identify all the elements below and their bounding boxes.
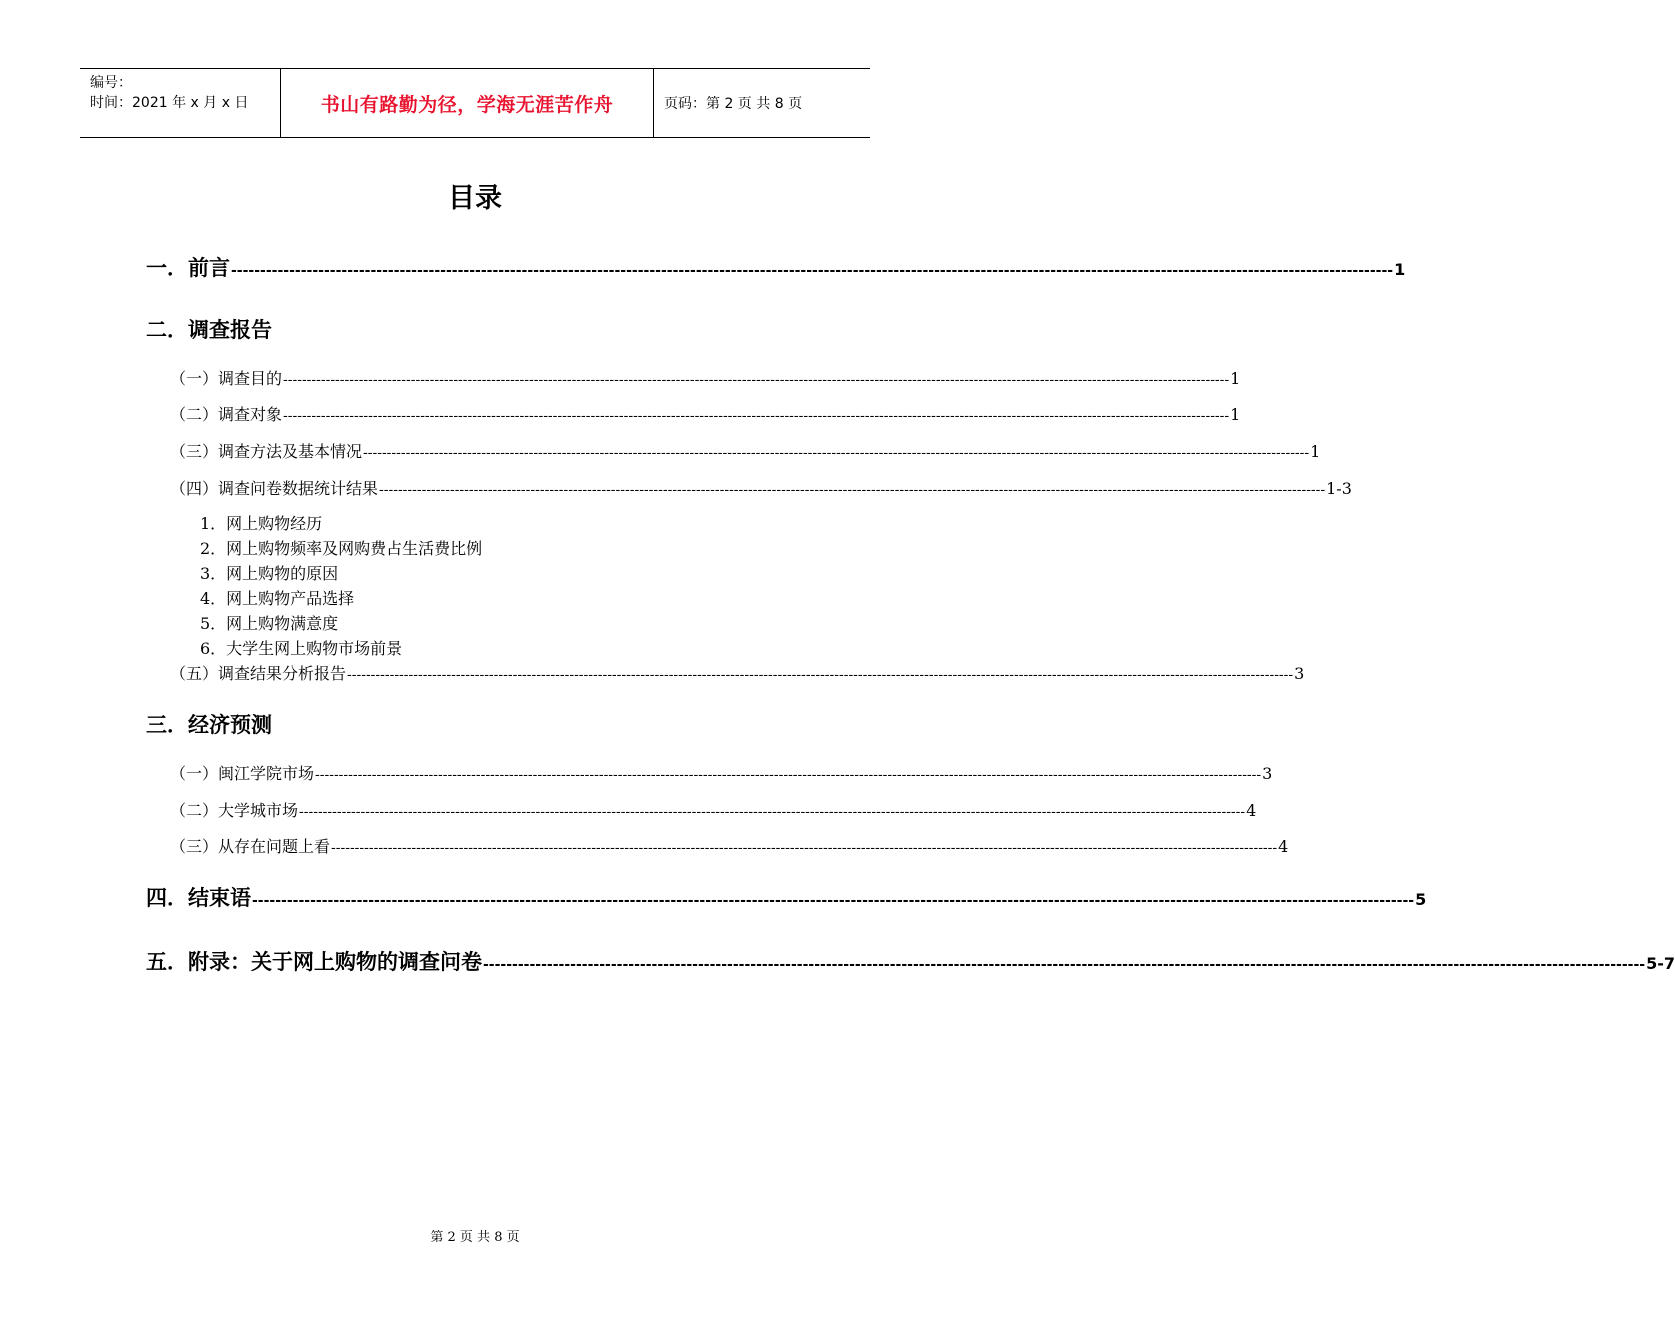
toc-leader: -------------------------------------------------------------------------------------------------------------------------------------------------------------------------------------------------------- [299,804,1246,820]
toc-entry-analysis[interactable] [170,661,1305,684]
toc-page: 5-7 [1646,954,1675,973]
toc-leader: -------------------------------------------------------------------------------------------------------------------------------------------------------------------------------------------------------- [283,408,1230,424]
toc-entry-statistics[interactable] [170,476,1352,499]
page-header [80,68,870,138]
toc-leader: -------------------------------------------------------------------------------------------------------------------------------------------------------------------------------------------------------- [483,957,1646,973]
toc-entry-conclusion[interactable] [146,882,1427,912]
toc-label: 一．前言 [146,256,230,280]
toc-entry-forecast[interactable] [146,709,272,739]
toc-leader: -------------------------------------------------------------------------------------------------------------------------------------------------------------------------------------------------------- [379,482,1326,498]
page-title: 目录 [448,183,502,214]
toc-entry-subject[interactable] [170,402,1241,425]
toc-label: 五．附录：关于网上购物的调查问卷 [146,950,482,974]
toc-page: 4 [1278,837,1289,856]
toc-leader: -------------------------------------------------------------------------------------------------------------------------------------------------------------------------------------------------------- [363,445,1310,461]
header-motto: 书山有路勤为径，学海无涯苦作舟 [281,69,654,137]
toc-page: 1 [1230,369,1241,388]
toc-leader: -------------------------------------------------------------------------------------------------------------------------------------------------------------------------------------------------------- [315,767,1262,783]
toc-entry-survey-report[interactable] [146,314,272,344]
toc-page: 4 [1246,801,1257,820]
toc-entry-purpose[interactable] [170,366,1241,389]
toc-entry-minjiang-market[interactable] [170,761,1273,784]
toc-label: 四．结束语 [146,886,251,910]
toc-leader: -------------------------------------------------------------------------------------------------------------------------------------------------------------------------------------------------------- [347,667,1294,683]
toc-label: 二．调查报告 [146,318,272,342]
toc-page: 1 [1230,405,1241,424]
toc-label: （三）调查方法及基本情况 [170,442,363,461]
toc-entry-preface[interactable] [146,252,1406,282]
header-number: 编号： [90,75,132,91]
toc-entry-appendix[interactable] [146,946,1675,976]
toc-label: （一）调查目的 [170,369,283,388]
toc-entry-problems[interactable] [170,834,1289,857]
toc-leader: -------------------------------------------------------------------------------------------------------------------------------------------------------------------------------------------------------- [231,263,1394,279]
toc-page: 1 [1394,260,1406,279]
toc-subitem[interactable]: 1．网上购物经历 [200,514,323,533]
toc-leader: -------------------------------------------------------------------------------------------------------------------------------------------------------------------------------------------------------- [283,372,1230,388]
toc-page: 1-3 [1326,479,1352,498]
header-page: 页码：第 2 页 共 8 页 [664,96,803,112]
toc-label: （三）从存在问题上看 [170,837,331,856]
page-footer: 第 2 页 共 8 页 [430,1230,520,1245]
toc-label: （四）调查问卷数据统计结果 [170,479,379,498]
toc-subitem[interactable]: 2．网上购物频率及网购费占生活费比例 [200,539,483,558]
toc-page: 1 [1310,442,1321,461]
toc-label: （二）调查对象 [170,405,283,424]
toc-page: 3 [1294,664,1305,683]
toc-subitem[interactable]: 5．网上购物满意度 [200,614,339,633]
toc-subitem[interactable]: 3．网上购物的原因 [200,564,339,583]
toc-page: 3 [1262,764,1273,783]
toc-label: （一）闽江学院市场 [170,764,315,783]
toc-leader: -------------------------------------------------------------------------------------------------------------------------------------------------------------------------------------------------------- [252,893,1415,909]
toc-label: 三．经济预测 [146,713,272,737]
toc-label: （二）大学城市场 [170,801,299,820]
header-meta [80,69,281,137]
toc-page: 5 [1415,890,1427,909]
toc-label: （五）调查结果分析报告 [170,664,347,683]
toc-entry-university-city-market[interactable] [170,798,1257,821]
header-time: 时间：2021 年 x 月 x 日 [90,95,249,111]
toc-subitem[interactable]: 4．网上购物产品选择 [200,589,355,608]
toc-leader: -------------------------------------------------------------------------------------------------------------------------------------------------------------------------------------------------------- [331,840,1278,856]
toc-subitem[interactable]: 6．大学生网上购物市场前景 [200,639,403,658]
toc-entry-method[interactable] [170,439,1321,462]
